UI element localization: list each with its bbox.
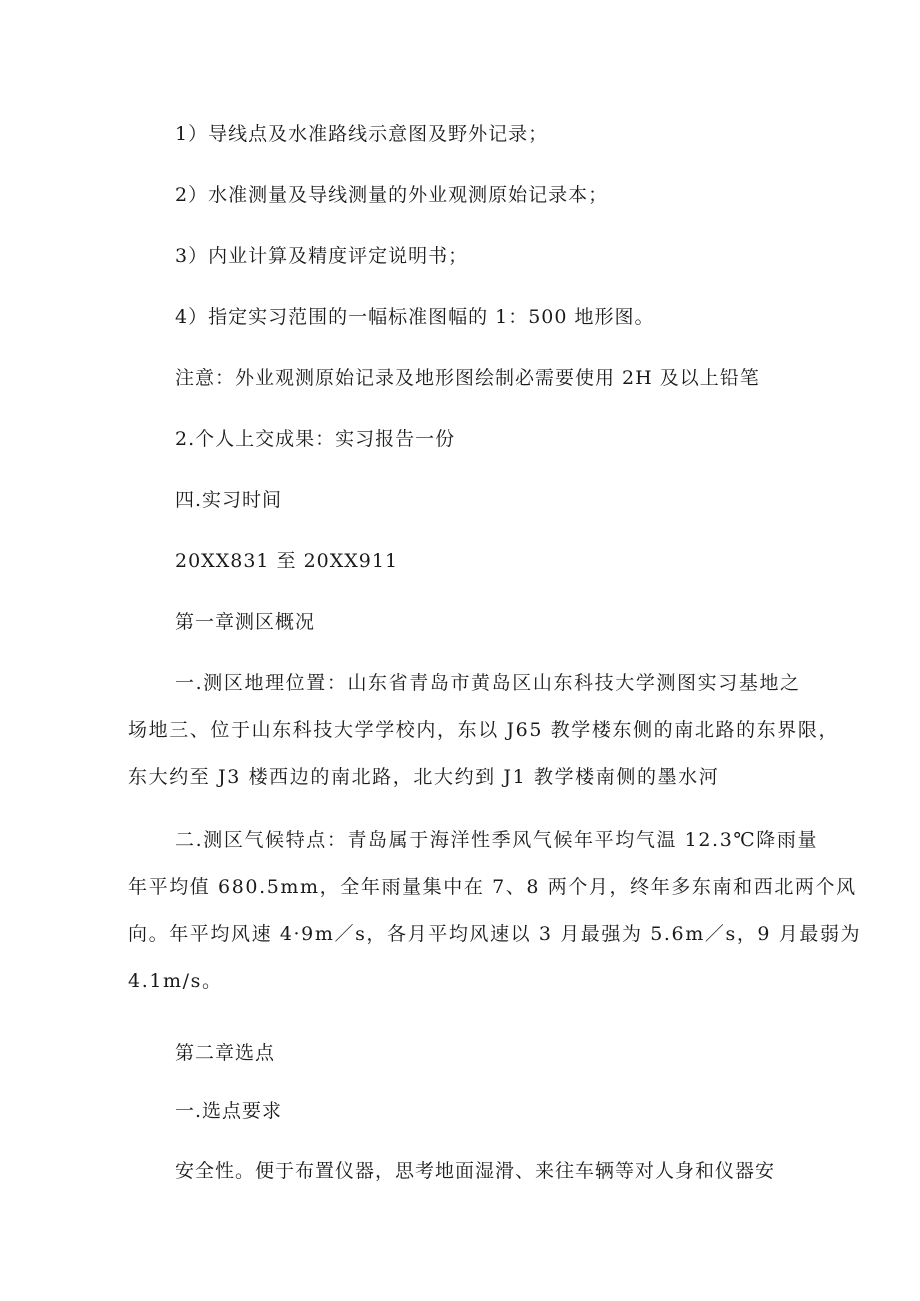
- paragraph-line: 4.1m/s。: [128, 970, 223, 992]
- section-heading: 一.选点要求: [175, 1100, 283, 1122]
- paragraph-line: 年平均值 680.5mm，全年雨量集中在 7、8 两个月，终年多东南和西北两个风: [128, 876, 857, 898]
- list-item: 4）指定实习范围的一幅标准图幅的 1：500 地形图。: [175, 306, 655, 328]
- section-heading-time: 四.实习时间: [175, 489, 283, 511]
- paragraph-line: 向。年平均风速 4·9m／s，各月平均风速以 3 月最强为 5.6m／s，9 月最弱为: [128, 923, 862, 945]
- personal-result-line: 2.个人上交成果：实习报告一份: [175, 428, 456, 450]
- list-item: 1）导线点及水准路线示意图及野外记录；: [175, 123, 549, 145]
- paragraph-line: 安全性。便于布置仪器，思考地面湿滑、来往车辆等对人身和仪器安: [175, 1160, 776, 1182]
- paragraph-line: 一.测区地理位置：山东省青岛市黄岛区山东科技大学测图实习基地之: [175, 672, 801, 694]
- list-item: 3）内业计算及精度评定说明书；: [175, 245, 469, 267]
- chapter-title: 第二章选点: [175, 1042, 276, 1064]
- note-line: 注意：外业观测原始记录及地形图绘制必需要使用 2H 及以上铅笔: [175, 367, 760, 389]
- paragraph-line: 东大约至 J3 楼西边的南北路，北大约到 J1 教学楼南侧的墨水河: [128, 766, 720, 788]
- time-range: 20XX831 至 20XX911: [175, 550, 399, 572]
- chapter-title: 第一章测区概况: [175, 611, 316, 633]
- list-item: 2）水准测量及导线测量的外业观测原始记录本；: [175, 184, 609, 206]
- paragraph-line: 二.测区气候特点：青岛属于海洋性季风气候年平均气温 12.3℃降雨量: [175, 829, 819, 851]
- paragraph-line: 场地三、位于山东科技大学学校内，东以 J65 教学楼东侧的南北路的东界限，: [128, 719, 840, 741]
